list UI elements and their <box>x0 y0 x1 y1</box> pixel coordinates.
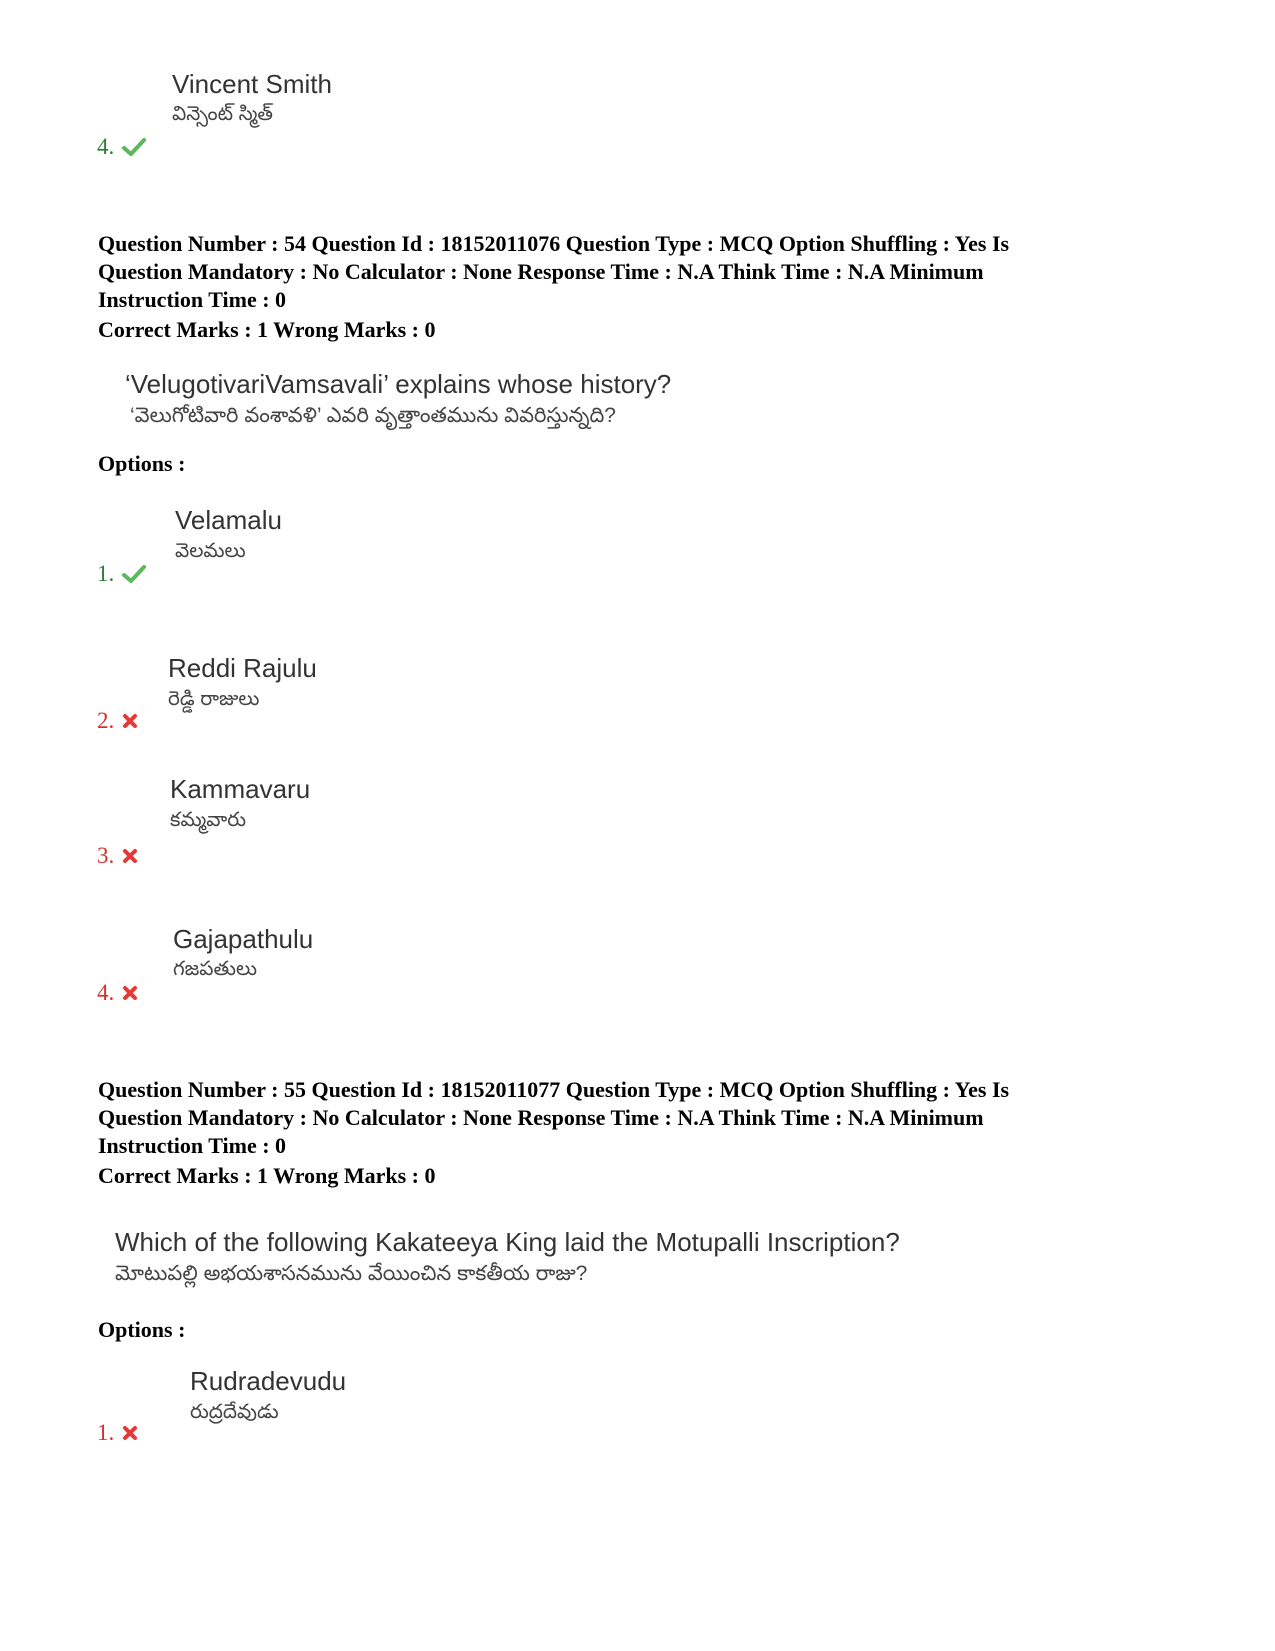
option-number <box>97 561 146 587</box>
check-icon <box>122 564 146 584</box>
option-text-te: వెలమలు <box>175 540 246 562</box>
question-meta-line: Question Mandatory : No Calculator : None Response Time : N.A Think Time : N.A Minimum <box>98 1105 984 1130</box>
option-number-label: 2. <box>97 708 115 733</box>
cross-icon <box>122 1425 138 1441</box>
question-text-te: ‘వెలుగోటివారి వంశావళి’ ఎవరి వృత్తాంతమును వివరిస్తున్నది? <box>130 404 616 427</box>
check-icon <box>122 137 146 157</box>
option-number-label: 1. <box>97 561 115 586</box>
question-text-te: మోటుపల్లి అభయశాసనమును వేయించిన కాకతీయ రాజు? <box>115 1262 588 1285</box>
question-meta <box>98 1076 1198 1160</box>
option-text-te: కమ్మవారు <box>170 809 247 831</box>
question-meta-line: Question Number : 54 Question Id : 18152011076 Question Type : MCQ Option Shuffling : Yes Is <box>98 231 1010 256</box>
question-meta-line: Question Mandatory : No Calculator : None Response Time : N.A Think Time : N.A Minimum <box>98 259 984 284</box>
option-number-label: 4. <box>97 134 115 159</box>
question-text-en: Which of the following Kakateeya King laid the Motupalli Inscription? <box>115 1227 900 1257</box>
cross-icon <box>122 985 138 1001</box>
option-text-en: Velamalu <box>175 505 282 535</box>
question-text-en: ‘VelugotivariVamsavali’ explains whose history? <box>125 369 672 399</box>
option-number-label: 4. <box>97 980 115 1005</box>
question-meta-line: Instruction Time : 0 <box>98 287 287 312</box>
question-meta-line: Question Number : 55 Question Id : 18152011077 Question Type : MCQ Option Shuffling : Yes Is <box>98 1077 1010 1102</box>
option-number <box>97 708 138 734</box>
option-text-te: విన్సెంట్ స్మిత్ <box>172 103 273 125</box>
option-text-te: రెడ్డి రాజులు <box>168 688 260 710</box>
option-number <box>97 134 146 160</box>
options-label: Options : <box>98 451 186 476</box>
option-text-te: గజపతులు <box>173 958 258 980</box>
option-text-en: Reddi Rajulu <box>168 653 317 683</box>
option-text-en: Gajapathulu <box>173 924 314 954</box>
question-meta-line: Instruction Time : 0 <box>98 1133 287 1158</box>
option-number <box>97 843 138 869</box>
option-number <box>97 1420 138 1446</box>
cross-icon <box>122 848 138 864</box>
option-number-label: 1. <box>97 1420 115 1445</box>
cross-icon <box>122 713 138 729</box>
options-label: Options : <box>98 1317 186 1342</box>
question-meta <box>98 230 1198 314</box>
question-marks: Correct Marks : 1 Wrong Marks : 0 <box>98 317 436 342</box>
question-marks: Correct Marks : 1 Wrong Marks : 0 <box>98 1163 436 1188</box>
option-text-en: Vincent Smith <box>172 69 332 99</box>
option-text-te: రుద్రదేవుడు <box>190 1401 279 1423</box>
option-number-label: 3. <box>97 843 115 868</box>
option-number <box>97 980 138 1006</box>
option-text-en: Kammavaru <box>170 774 311 804</box>
option-text-en: Rudradevudu <box>190 1366 347 1396</box>
